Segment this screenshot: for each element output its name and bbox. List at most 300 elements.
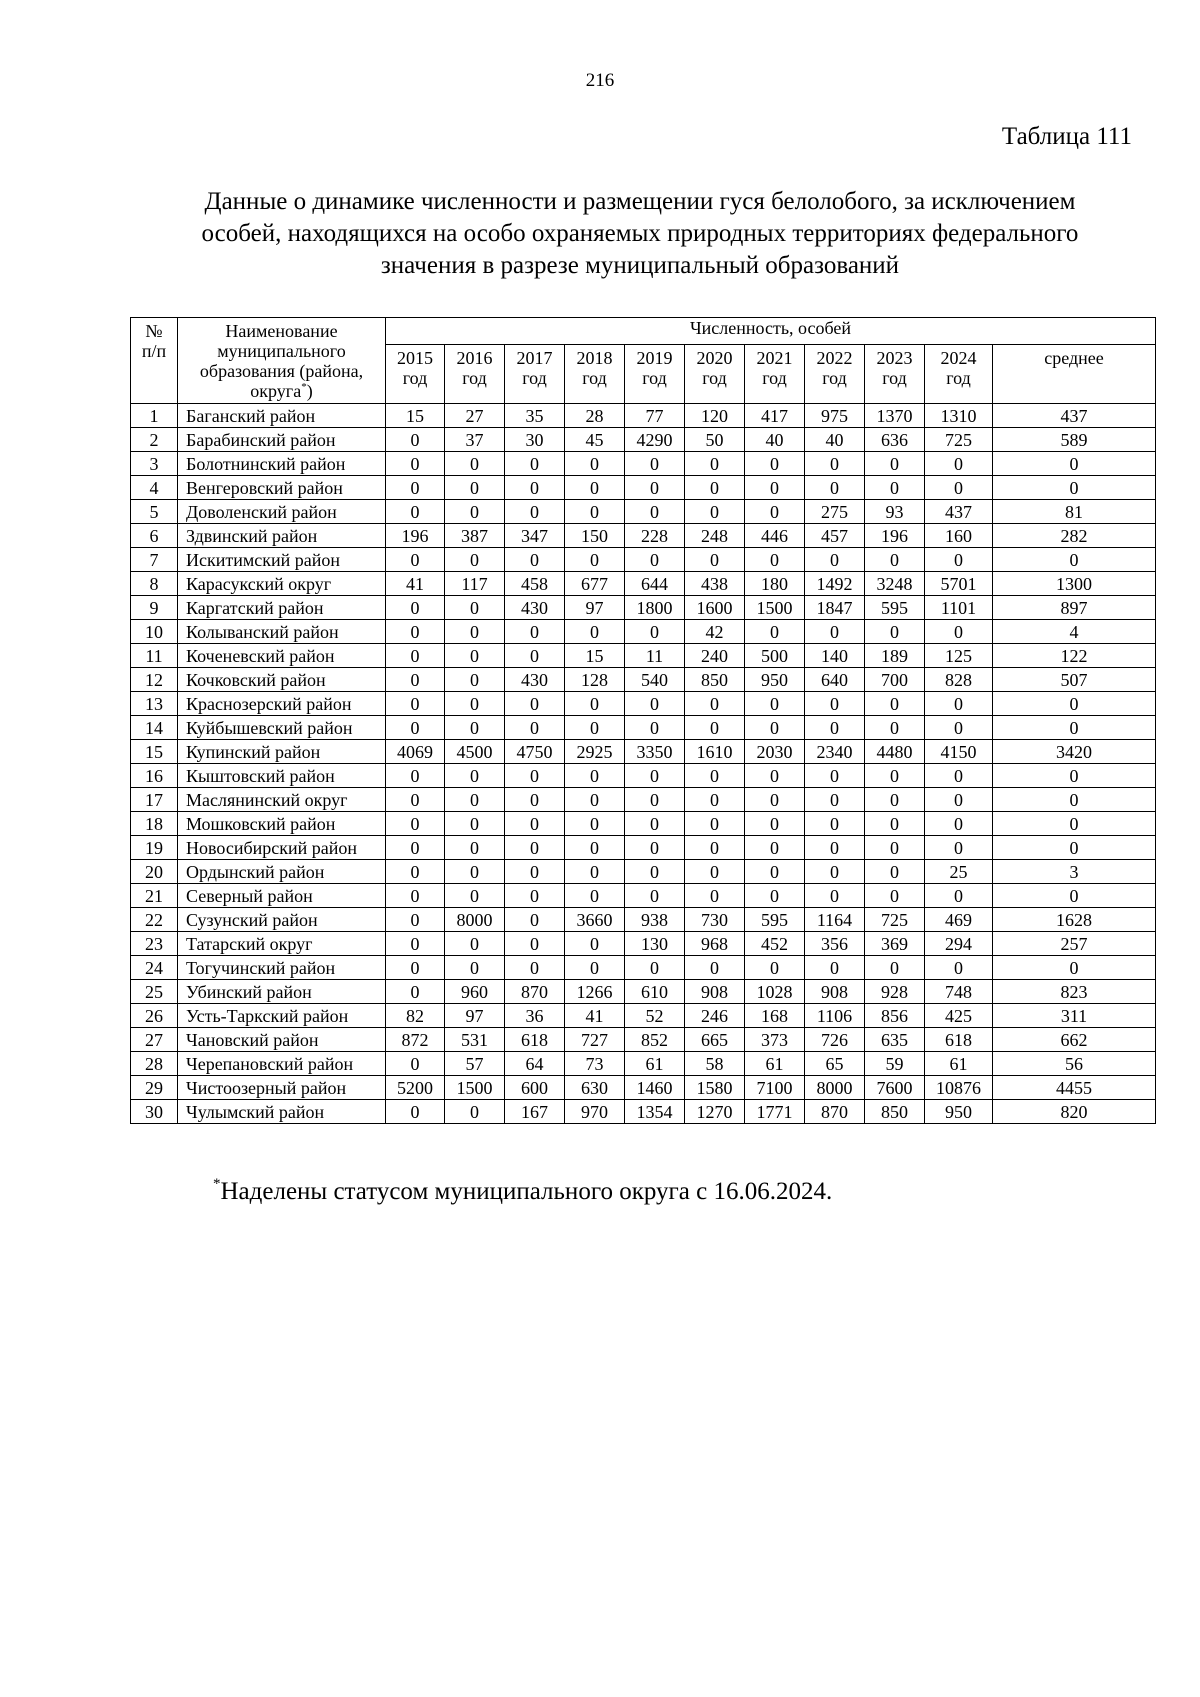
row-count: 0: [865, 836, 925, 860]
row-count: 0: [386, 476, 445, 500]
row-count: 0: [445, 500, 505, 524]
row-count: 0: [386, 620, 445, 644]
table-body: [131, 404, 1156, 1124]
row-count: 140: [805, 644, 865, 668]
row-count: 0: [565, 548, 625, 572]
row-count: 0: [865, 884, 925, 908]
row-municipality: Баганский район: [178, 404, 386, 428]
header-year: [745, 344, 805, 403]
row-count: 0: [505, 788, 565, 812]
row-count: 120: [685, 404, 745, 428]
row-count: 0: [625, 812, 685, 836]
row-count: 50: [685, 428, 745, 452]
row-count: 677: [565, 572, 625, 596]
row-count: 4480: [865, 740, 925, 764]
row-count: 500: [745, 644, 805, 668]
row-number: 19: [131, 836, 178, 860]
row-count: 58: [685, 1052, 745, 1076]
row-count: 373: [745, 1028, 805, 1052]
row-average: 257: [993, 932, 1156, 956]
row-count: 64: [505, 1052, 565, 1076]
table-label: Таблица 111: [1001, 123, 1132, 150]
table-row: [131, 980, 1156, 1004]
row-count: 0: [625, 788, 685, 812]
row-count: 644: [625, 572, 685, 596]
header-year-value: 2022: [816, 347, 853, 368]
row-average: 0: [993, 476, 1156, 500]
row-count: 1310: [925, 404, 993, 428]
row-average: 0: [993, 836, 1156, 860]
row-average: 507: [993, 668, 1156, 692]
row-count: 0: [445, 884, 505, 908]
row-count: 0: [745, 716, 805, 740]
row-count: 0: [505, 956, 565, 980]
row-count: 0: [445, 932, 505, 956]
row-average: 0: [993, 812, 1156, 836]
row-count: 0: [386, 836, 445, 860]
row-municipality: Карасукский округ: [178, 572, 386, 596]
row-count: 727: [565, 1028, 625, 1052]
row-average: 0: [993, 884, 1156, 908]
row-count: 0: [505, 548, 565, 572]
row-count: 0: [565, 620, 625, 644]
document-title: [120, 186, 1160, 282]
row-average: 820: [993, 1100, 1156, 1124]
row-count: 438: [685, 572, 745, 596]
row-average: 4455: [993, 1076, 1156, 1100]
row-average: 122: [993, 644, 1156, 668]
row-count: 0: [445, 476, 505, 500]
row-count: 850: [685, 668, 745, 692]
row-municipality: Куйбышевский район: [178, 716, 386, 740]
row-count: 0: [745, 500, 805, 524]
header-number-sign: №: [145, 321, 163, 341]
row-count: 0: [565, 884, 625, 908]
row-count: 1800: [625, 596, 685, 620]
row-average: 1300: [993, 572, 1156, 596]
row-count: 960: [445, 980, 505, 1004]
row-count: 0: [745, 692, 805, 716]
row-count: 0: [386, 812, 445, 836]
header-year-unit: год: [702, 367, 727, 388]
row-count: 0: [805, 884, 865, 908]
row-count: 0: [386, 884, 445, 908]
row-count: 0: [505, 476, 565, 500]
row-count: 0: [386, 692, 445, 716]
row-count: 0: [685, 836, 745, 860]
row-count: 0: [445, 1100, 505, 1124]
header-name-line: Наименование: [225, 321, 338, 341]
table-row: [131, 452, 1156, 476]
row-count: 41: [565, 1004, 625, 1028]
row-count: 0: [925, 788, 993, 812]
row-count: 0: [386, 500, 445, 524]
row-count: 8000: [445, 908, 505, 932]
footnote-text: Наделены статусом муниципального округа с 16.06.2024.: [220, 1178, 833, 1205]
row-count: 0: [505, 860, 565, 884]
row-number: 23: [131, 932, 178, 956]
table-row: [131, 644, 1156, 668]
row-count: 0: [386, 716, 445, 740]
header-year: [386, 344, 445, 403]
row-count: 1492: [805, 572, 865, 596]
row-count: 15: [565, 644, 625, 668]
row-count: 275: [805, 500, 865, 524]
row-count: 0: [386, 1100, 445, 1124]
row-count: 0: [386, 452, 445, 476]
table-row: [131, 812, 1156, 836]
row-count: 1354: [625, 1100, 685, 1124]
row-count: 600: [505, 1076, 565, 1100]
row-number: 1: [131, 404, 178, 428]
row-count: 0: [805, 716, 865, 740]
row-count: 0: [805, 452, 865, 476]
row-count: 97: [445, 1004, 505, 1028]
table-row: [131, 668, 1156, 692]
row-municipality: Каргатский район: [178, 596, 386, 620]
row-count: 160: [925, 524, 993, 548]
row-count: 0: [386, 596, 445, 620]
row-count: 294: [925, 932, 993, 956]
row-count: 0: [925, 476, 993, 500]
header-year-value: 2018: [576, 347, 613, 368]
row-count: 0: [565, 500, 625, 524]
table-row: [131, 1028, 1156, 1052]
row-count: 0: [445, 452, 505, 476]
header-year: [865, 344, 925, 403]
header-year-value: 2024: [940, 347, 977, 368]
row-count: 1771: [745, 1100, 805, 1124]
row-count: 10876: [925, 1076, 993, 1100]
row-count: 0: [805, 812, 865, 836]
row-municipality: Кыштовский район: [178, 764, 386, 788]
row-average: 589: [993, 428, 1156, 452]
row-count: 872: [386, 1028, 445, 1052]
row-count: 0: [805, 788, 865, 812]
row-count: 0: [386, 668, 445, 692]
row-municipality: Болотнинский район: [178, 452, 386, 476]
header-year-value: 2019: [636, 347, 673, 368]
row-number: 7: [131, 548, 178, 572]
row-count: 97: [565, 596, 625, 620]
row-count: 0: [745, 860, 805, 884]
header-year-value: 2017: [516, 347, 553, 368]
row-count: 430: [505, 596, 565, 620]
row-count: 0: [386, 908, 445, 932]
row-count: 630: [565, 1076, 625, 1100]
row-count: 0: [386, 764, 445, 788]
row-count: 908: [805, 980, 865, 1004]
row-number: 26: [131, 1004, 178, 1028]
header-year-unit: год: [522, 367, 547, 388]
row-count: 0: [445, 692, 505, 716]
row-municipality: Чулымский район: [178, 1100, 386, 1124]
row-count: 2030: [745, 740, 805, 764]
row-municipality: Сузунский район: [178, 908, 386, 932]
row-count: 125: [925, 644, 993, 668]
row-count: 77: [625, 404, 685, 428]
row-count: 369: [865, 932, 925, 956]
row-municipality: Ордынский район: [178, 860, 386, 884]
row-count: 0: [685, 476, 745, 500]
header-year-value: 2016: [456, 347, 493, 368]
row-count: 0: [386, 956, 445, 980]
row-municipality: Купинский район: [178, 740, 386, 764]
row-count: 0: [685, 692, 745, 716]
row-count: 0: [925, 548, 993, 572]
row-count: 387: [445, 524, 505, 548]
row-number: 8: [131, 572, 178, 596]
row-count: 0: [625, 836, 685, 860]
row-municipality: Искитимский район: [178, 548, 386, 572]
table-row: [131, 620, 1156, 644]
table-row: [131, 548, 1156, 572]
row-count: 0: [865, 620, 925, 644]
row-average: 56: [993, 1052, 1156, 1076]
table-row: [131, 884, 1156, 908]
row-count: 0: [625, 764, 685, 788]
row-count: 3350: [625, 740, 685, 764]
row-count: 4750: [505, 740, 565, 764]
row-count: 1106: [805, 1004, 865, 1028]
row-average: 0: [993, 788, 1156, 812]
row-count: 0: [505, 500, 565, 524]
row-average: 4: [993, 620, 1156, 644]
row-count: 1580: [685, 1076, 745, 1100]
row-count: 595: [745, 908, 805, 932]
header-name-line: муниципального: [217, 341, 346, 361]
row-number: 2: [131, 428, 178, 452]
row-count: 2925: [565, 740, 625, 764]
footnote-marker: *: [213, 1176, 221, 1192]
row-count: 828: [925, 668, 993, 692]
row-count: 0: [445, 548, 505, 572]
row-count: 0: [505, 836, 565, 860]
row-count: 595: [865, 596, 925, 620]
row-count: 73: [565, 1052, 625, 1076]
row-count: 4500: [445, 740, 505, 764]
row-count: 950: [925, 1100, 993, 1124]
row-average: 0: [993, 764, 1156, 788]
row-count: 0: [386, 428, 445, 452]
row-municipality: Тогучинский район: [178, 956, 386, 980]
row-average: 0: [993, 452, 1156, 476]
row-average: 0: [993, 956, 1156, 980]
row-count: 0: [445, 788, 505, 812]
row-count: 0: [685, 884, 745, 908]
row-count: 0: [445, 620, 505, 644]
row-count: 446: [745, 524, 805, 548]
page-number: 216: [585, 70, 615, 91]
row-count: 5200: [386, 1076, 445, 1100]
row-count: 3660: [565, 908, 625, 932]
row-count: 180: [745, 572, 805, 596]
row-count: 167: [505, 1100, 565, 1124]
row-count: 93: [865, 500, 925, 524]
row-count: 730: [685, 908, 745, 932]
table-row: [131, 716, 1156, 740]
table-row: [131, 1100, 1156, 1124]
row-count: 417: [745, 404, 805, 428]
row-municipality: Убинский район: [178, 980, 386, 1004]
row-count: 0: [445, 860, 505, 884]
row-number: 13: [131, 692, 178, 716]
row-count: 1028: [745, 980, 805, 1004]
header-number: [131, 318, 178, 404]
row-count: 1266: [565, 980, 625, 1004]
row-count: 189: [865, 644, 925, 668]
row-count: 0: [685, 500, 745, 524]
row-count: 437: [925, 500, 993, 524]
row-number: 24: [131, 956, 178, 980]
row-count: 0: [625, 548, 685, 572]
row-count: 7600: [865, 1076, 925, 1100]
row-municipality: Новосибирский район: [178, 836, 386, 860]
row-count: 469: [925, 908, 993, 932]
row-count: 128: [565, 668, 625, 692]
header-year-value: 2015: [397, 347, 433, 368]
row-count: 0: [745, 884, 805, 908]
row-number: 16: [131, 764, 178, 788]
header-year-unit: год: [402, 367, 428, 388]
row-count: 0: [745, 620, 805, 644]
table-row: [131, 596, 1156, 620]
row-count: 0: [745, 812, 805, 836]
row-count: 635: [865, 1028, 925, 1052]
row-count: 425: [925, 1004, 993, 1028]
row-municipality: Доволенский район: [178, 500, 386, 524]
row-municipality: Коченевский район: [178, 644, 386, 668]
header-population-group: Численность, особей: [386, 318, 1156, 345]
row-count: 0: [625, 692, 685, 716]
title-line: Данные о динамике численности и размещении гуся белолобого, за исключением: [204, 188, 1076, 215]
row-count: 8000: [805, 1076, 865, 1100]
header-year: [685, 344, 745, 403]
row-number: 17: [131, 788, 178, 812]
row-number: 10: [131, 620, 178, 644]
row-count: 0: [445, 644, 505, 668]
row-count: 0: [805, 476, 865, 500]
population-table: [130, 317, 1156, 1124]
row-number: 6: [131, 524, 178, 548]
header-year: [625, 344, 685, 403]
header-year: [505, 344, 565, 403]
header-year: [805, 344, 865, 403]
row-municipality: Усть-Таркский район: [178, 1004, 386, 1028]
header-year-value: 2021: [756, 347, 793, 368]
row-average: 0: [993, 716, 1156, 740]
row-count: 1101: [925, 596, 993, 620]
header-name-line: [180, 381, 383, 401]
row-count: 0: [685, 956, 745, 980]
row-count: 0: [925, 452, 993, 476]
table-row: [131, 572, 1156, 596]
row-count: 82: [386, 1004, 445, 1028]
row-count: 5701: [925, 572, 993, 596]
row-count: 240: [685, 644, 745, 668]
table-row: [131, 476, 1156, 500]
footnote-marker: *: [301, 381, 307, 393]
row-count: 970: [565, 1100, 625, 1124]
row-count: 1610: [685, 740, 745, 764]
row-average: 311: [993, 1004, 1156, 1028]
row-count: 0: [805, 860, 865, 884]
row-count: 228: [625, 524, 685, 548]
row-count: 0: [445, 836, 505, 860]
row-count: 618: [925, 1028, 993, 1052]
row-count: 0: [625, 884, 685, 908]
title-line: значения в разрезе муниципальный образований: [380, 252, 900, 279]
row-count: 0: [685, 812, 745, 836]
row-count: 0: [565, 860, 625, 884]
row-count: 950: [745, 668, 805, 692]
row-count: 0: [505, 884, 565, 908]
row-count: 347: [505, 524, 565, 548]
row-average: 437: [993, 404, 1156, 428]
row-count: 0: [565, 788, 625, 812]
row-count: 196: [386, 524, 445, 548]
row-count: 0: [505, 716, 565, 740]
table-row: [131, 908, 1156, 932]
row-count: 0: [745, 452, 805, 476]
row-count: 0: [925, 836, 993, 860]
table-row: [131, 524, 1156, 548]
row-count: 117: [445, 572, 505, 596]
row-municipality: Венгеровский район: [178, 476, 386, 500]
header-year-unit: год: [642, 367, 667, 388]
row-number: 9: [131, 596, 178, 620]
table-row: [131, 860, 1156, 884]
row-count: 4069: [386, 740, 445, 764]
table-row: [131, 956, 1156, 980]
row-number: 25: [131, 980, 178, 1004]
row-count: 30: [505, 428, 565, 452]
row-count: 168: [745, 1004, 805, 1028]
row-count: 0: [625, 620, 685, 644]
table-row: [131, 1076, 1156, 1100]
header-year: [565, 344, 625, 403]
row-average: 0: [993, 548, 1156, 572]
row-count: 0: [445, 716, 505, 740]
row-count: 0: [865, 764, 925, 788]
row-count: 0: [745, 788, 805, 812]
row-count: 0: [865, 692, 925, 716]
row-count: 61: [925, 1052, 993, 1076]
row-number: 28: [131, 1052, 178, 1076]
row-count: 1270: [685, 1100, 745, 1124]
row-count: 150: [565, 524, 625, 548]
row-count: 0: [925, 716, 993, 740]
row-count: 640: [805, 668, 865, 692]
row-count: 870: [505, 980, 565, 1004]
row-count: 852: [625, 1028, 685, 1052]
row-count: 0: [745, 476, 805, 500]
row-number: 30: [131, 1100, 178, 1124]
row-count: 36: [505, 1004, 565, 1028]
row-count: 0: [745, 836, 805, 860]
row-count: 0: [745, 956, 805, 980]
row-count: 0: [865, 860, 925, 884]
row-count: 0: [805, 692, 865, 716]
row-municipality: Колыванский район: [178, 620, 386, 644]
row-count: 0: [565, 476, 625, 500]
row-count: 0: [685, 716, 745, 740]
row-count: 1164: [805, 908, 865, 932]
row-count: 0: [386, 1052, 445, 1076]
header-municipality: [178, 318, 386, 404]
row-count: 0: [445, 596, 505, 620]
row-count: 37: [445, 428, 505, 452]
